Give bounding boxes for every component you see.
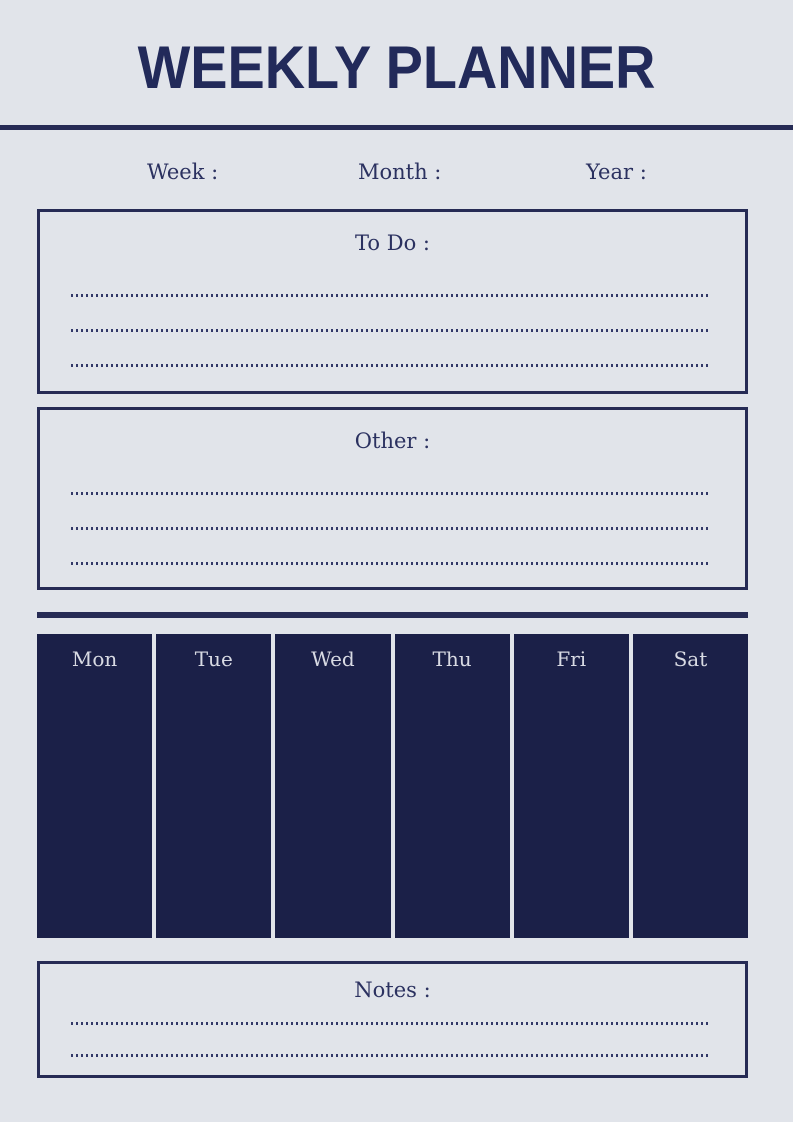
day-label: Tue <box>194 647 233 671</box>
day-label: Fri <box>556 647 587 671</box>
todo-title: To Do : <box>355 231 430 255</box>
writing-line <box>71 492 711 495</box>
other-section <box>37 407 748 590</box>
notes-title: Notes : <box>354 978 431 1002</box>
day-column-mon <box>37 634 152 938</box>
day-column-wed <box>275 634 390 938</box>
day-column-tue <box>156 634 271 938</box>
day-label: Sat <box>673 647 708 671</box>
day-column-sat <box>633 634 748 938</box>
todo-section <box>37 209 748 394</box>
year-label: Year : <box>586 160 647 184</box>
section-divider <box>37 612 748 618</box>
header-rule <box>0 125 793 130</box>
writing-line <box>71 294 711 297</box>
day-label: Mon <box>71 647 118 671</box>
writing-line <box>71 364 711 367</box>
writing-line <box>71 329 711 332</box>
writing-line <box>71 1022 711 1025</box>
writing-line <box>71 527 711 530</box>
notes-section <box>37 961 748 1078</box>
page-title: WEEKLY PLANNER <box>137 34 656 101</box>
other-title: Other : <box>354 429 431 453</box>
writing-line <box>71 1054 711 1057</box>
week-label: Week : <box>147 160 219 184</box>
day-column-thu <box>395 634 510 938</box>
day-label: Wed <box>311 647 355 671</box>
writing-line <box>71 562 711 565</box>
day-column-fri <box>514 634 629 938</box>
month-label: Month : <box>358 160 442 184</box>
day-label: Thu <box>432 647 472 671</box>
day-columns <box>37 634 748 938</box>
